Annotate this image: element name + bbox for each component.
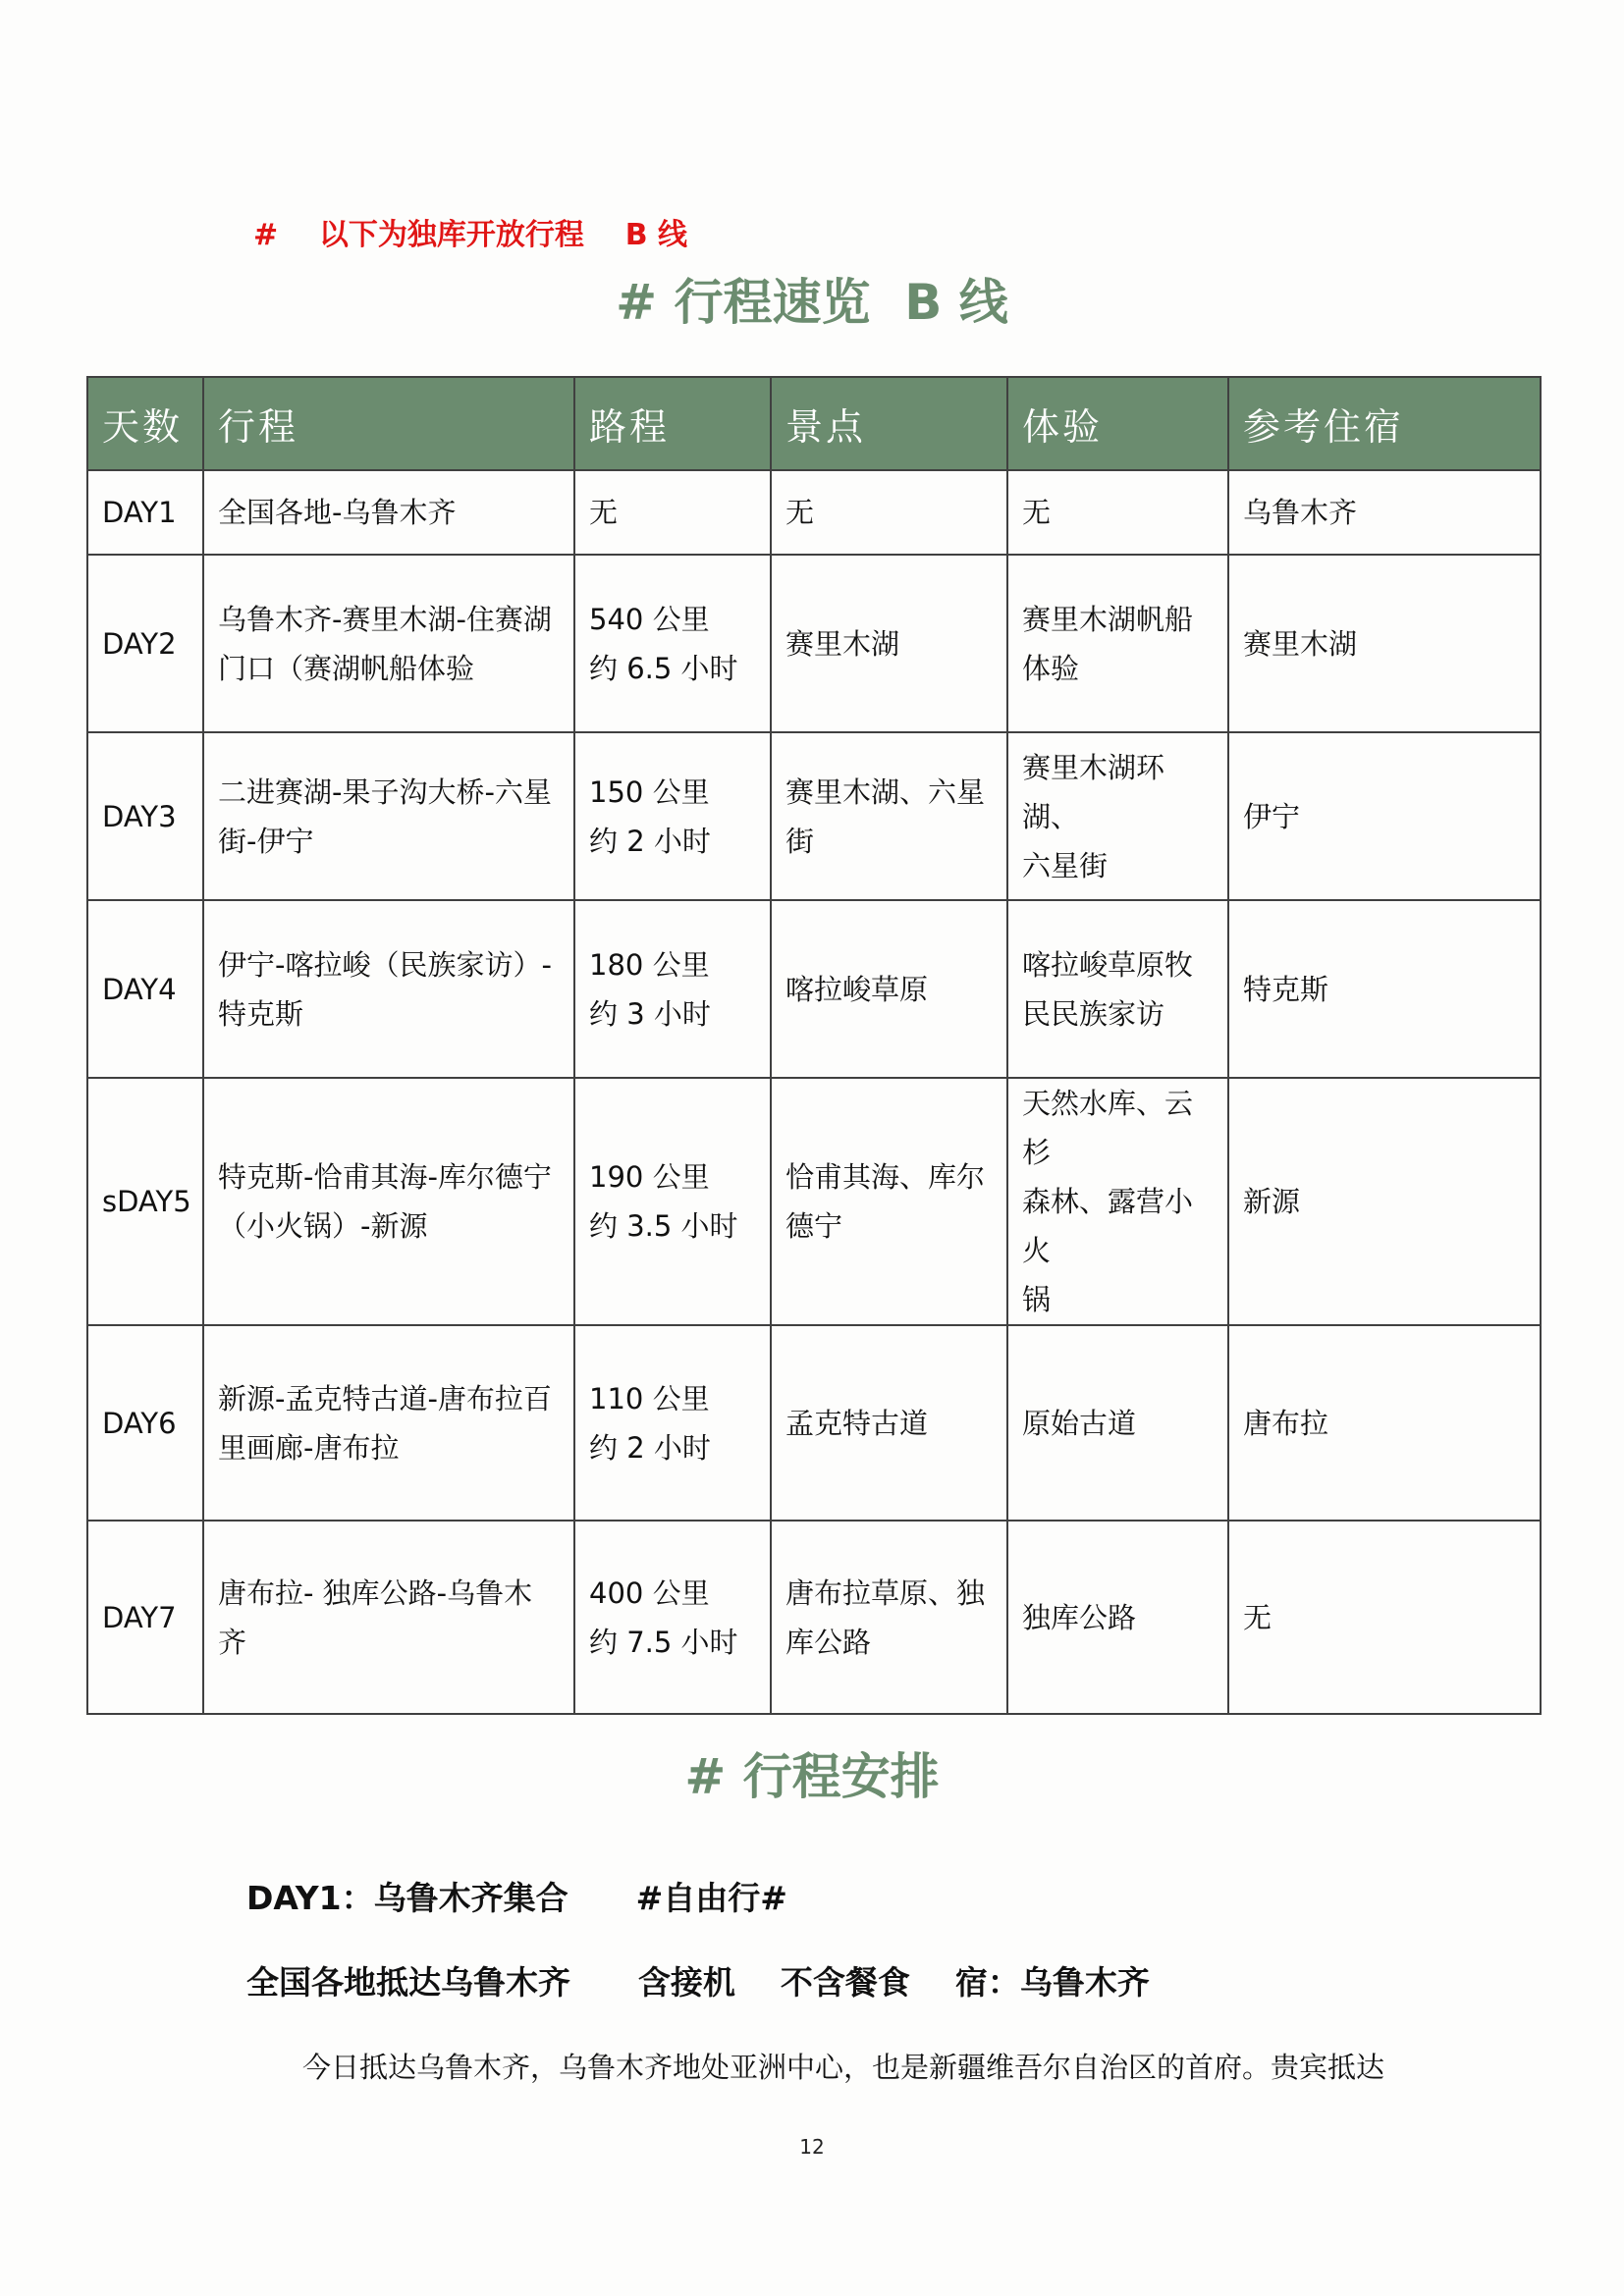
cell-day: [87, 900, 203, 1078]
cell-line: 110 公里: [589, 1381, 710, 1415]
cell-line: 恰甫其海、库尔: [785, 1160, 986, 1194]
cell-line: 民民族家访: [1022, 996, 1165, 1031]
cell-line: 喀拉峻草原牧: [1022, 947, 1194, 982]
cell-experience: [1007, 900, 1228, 1078]
cell-line: 六星街: [1022, 848, 1109, 882]
cell-spots: [771, 900, 1007, 1078]
cell-day: [87, 1325, 203, 1521]
cell-line: 赛里木湖环湖、: [1022, 750, 1165, 833]
itinerary-overview-title: # 行程速览 B 线: [616, 274, 1008, 331]
cell-line: 无: [785, 496, 815, 529]
itinerary-table: [86, 376, 1542, 1715]
cell-line: 唐布拉- 独库公路-乌鲁木: [218, 1575, 533, 1610]
cell-line: 400 公里: [589, 1575, 710, 1610]
table-header-row: [87, 377, 1541, 470]
cell-distance: [574, 1325, 771, 1521]
cell-stay: [1228, 732, 1541, 900]
table-row: [87, 555, 1541, 732]
cell-line: 唐布拉草原、独: [785, 1575, 986, 1610]
day1-title: DAY1：乌鲁木齐集合 #自由行#: [246, 1879, 787, 1917]
header-day: 天数: [87, 377, 203, 470]
cell-route: [203, 900, 574, 1078]
schedule-title: # 行程安排: [684, 1748, 940, 1805]
cell-text: DAY4: [102, 972, 177, 1006]
cell-day: [87, 555, 203, 732]
cell-route: [203, 555, 574, 732]
header-spots: 景点: [771, 377, 1007, 470]
cell-stay: [1228, 470, 1541, 555]
cell-stay: [1228, 1325, 1541, 1521]
cell-route: [203, 1078, 574, 1325]
cell-experience: [1007, 1325, 1228, 1521]
cell-distance: [574, 1078, 771, 1325]
table-row: [87, 1521, 1541, 1714]
cell-distance: [574, 900, 771, 1078]
header-experience: 体验: [1007, 377, 1228, 470]
cell-line: 天然水库、云杉: [1022, 1087, 1194, 1169]
page-number: 12: [799, 2135, 825, 2159]
cell-text: 乌鲁木齐: [1243, 496, 1358, 529]
cell-text: DAY1: [102, 496, 177, 529]
cell-spots: [771, 1078, 1007, 1325]
cell-spots: [771, 732, 1007, 900]
cell-text: DAY6: [102, 1406, 177, 1440]
cell-stay: [1228, 1078, 1541, 1325]
cell-line: 锅: [1022, 1283, 1052, 1316]
cell-line: 体验: [1022, 651, 1080, 685]
cell-line: 特克斯-恰甫其海-库尔德宁: [218, 1160, 552, 1194]
cell-line: 伊宁-喀拉峻（民族家访）-: [218, 947, 552, 982]
cell-text: 无: [1243, 1600, 1272, 1634]
cell-experience: [1007, 470, 1228, 555]
header-route: 行程: [203, 377, 574, 470]
cell-line: 街: [785, 824, 815, 858]
cell-experience: [1007, 1521, 1228, 1714]
cell-stay: [1228, 1521, 1541, 1714]
cell-line: 独库公路: [1022, 1600, 1137, 1634]
cell-line: 德宁: [785, 1209, 843, 1243]
cell-line: 150 公里: [589, 774, 710, 809]
day1-paragraph: 今日抵达乌鲁木齐，乌鲁木齐地处亚洲中心，也是新疆维吾尔自治区的首府。贵宾抵达: [302, 2051, 1385, 2084]
cell-spots: [771, 555, 1007, 732]
cell-day: [87, 1078, 203, 1325]
cell-line: 赛里木湖帆船: [1022, 602, 1194, 636]
cell-line: 二进赛湖-果子沟大桥-六星: [218, 774, 552, 809]
header-distance: 路程: [574, 377, 771, 470]
cell-text: 特克斯: [1243, 972, 1329, 1006]
cell-line: 特克斯: [218, 996, 304, 1031]
header-stay: 参考住宿: [1228, 377, 1541, 470]
cell-text: 伊宁: [1243, 799, 1301, 833]
cell-route: [203, 470, 574, 555]
cell-line: 门口（赛湖帆船体验: [218, 651, 475, 685]
cell-line: 里画廊-唐布拉: [218, 1430, 400, 1465]
cell-line: 乌鲁木齐-赛里木湖-住赛湖: [218, 602, 552, 636]
cell-distance: [574, 470, 771, 555]
cell-line: 赛里木湖、六星: [785, 774, 986, 809]
cell-distance: [574, 1521, 771, 1714]
cell-text: sDAY5: [102, 1185, 191, 1218]
cell-route: [203, 732, 574, 900]
cell-line: 全国各地-乌鲁木齐: [218, 496, 457, 529]
cell-stay: [1228, 555, 1541, 732]
table-row: [87, 1325, 1541, 1521]
cell-text: DAY7: [102, 1600, 177, 1634]
cell-line: 库公路: [785, 1625, 872, 1659]
cell-day: [87, 732, 203, 900]
cell-line: 约 3.5 小时: [589, 1209, 738, 1243]
table-row: [87, 470, 1541, 555]
cell-line: 约 3 小时: [589, 996, 711, 1031]
cell-spots: [771, 1325, 1007, 1521]
cell-stay: [1228, 900, 1541, 1078]
cell-line: 森林、露营小火: [1022, 1185, 1194, 1267]
cell-line: 约 7.5 小时: [589, 1625, 738, 1659]
cell-line: 540 公里: [589, 602, 710, 636]
cell-spots: [771, 470, 1007, 555]
cell-text: 新源: [1243, 1185, 1301, 1218]
cell-line: 喀拉峻草原: [785, 972, 929, 1006]
cell-line: 无: [1022, 496, 1052, 529]
cell-experience: [1007, 555, 1228, 732]
cell-line: 原始古道: [1022, 1406, 1137, 1440]
cell-route: [203, 1325, 574, 1521]
table-row: [87, 900, 1541, 1078]
cell-distance: [574, 732, 771, 900]
cell-day: [87, 1521, 203, 1714]
cell-line: 齐: [218, 1625, 247, 1659]
cell-text: DAY3: [102, 799, 177, 833]
cell-line: 180 公里: [589, 947, 710, 982]
cell-line: 约 2 小时: [589, 1430, 711, 1465]
cell-line: 街-伊宁: [218, 824, 314, 858]
cell-line: 赛里木湖: [785, 626, 900, 661]
cell-route: [203, 1521, 574, 1714]
table-row: [87, 732, 1541, 900]
cell-line: 约 6.5 小时: [589, 651, 738, 685]
cell-line: 约 2 小时: [589, 824, 711, 858]
cell-line: 孟克特古道: [785, 1406, 929, 1440]
cell-text: 唐布拉: [1243, 1406, 1329, 1440]
cell-line: 190 公里: [589, 1160, 710, 1194]
cell-line: （小火锅）-新源: [218, 1209, 428, 1243]
cell-text: DAY2: [102, 626, 177, 661]
table-row: [87, 1078, 1541, 1325]
cell-line: 新源-孟克特古道-唐布拉百: [218, 1381, 552, 1415]
day1-subtitle: 全国各地抵达乌鲁木齐 含接机 不含餐食 宿：乌鲁木齐: [246, 1963, 1150, 2002]
cell-distance: [574, 555, 771, 732]
cell-experience: [1007, 1078, 1228, 1325]
cell-line: 无: [589, 496, 619, 529]
open-route-note: # 以下为独库开放行程 B 线: [253, 218, 688, 252]
cell-text: 赛里木湖: [1243, 626, 1358, 661]
cell-day: [87, 470, 203, 555]
cell-spots: [771, 1521, 1007, 1714]
cell-experience: [1007, 732, 1228, 900]
